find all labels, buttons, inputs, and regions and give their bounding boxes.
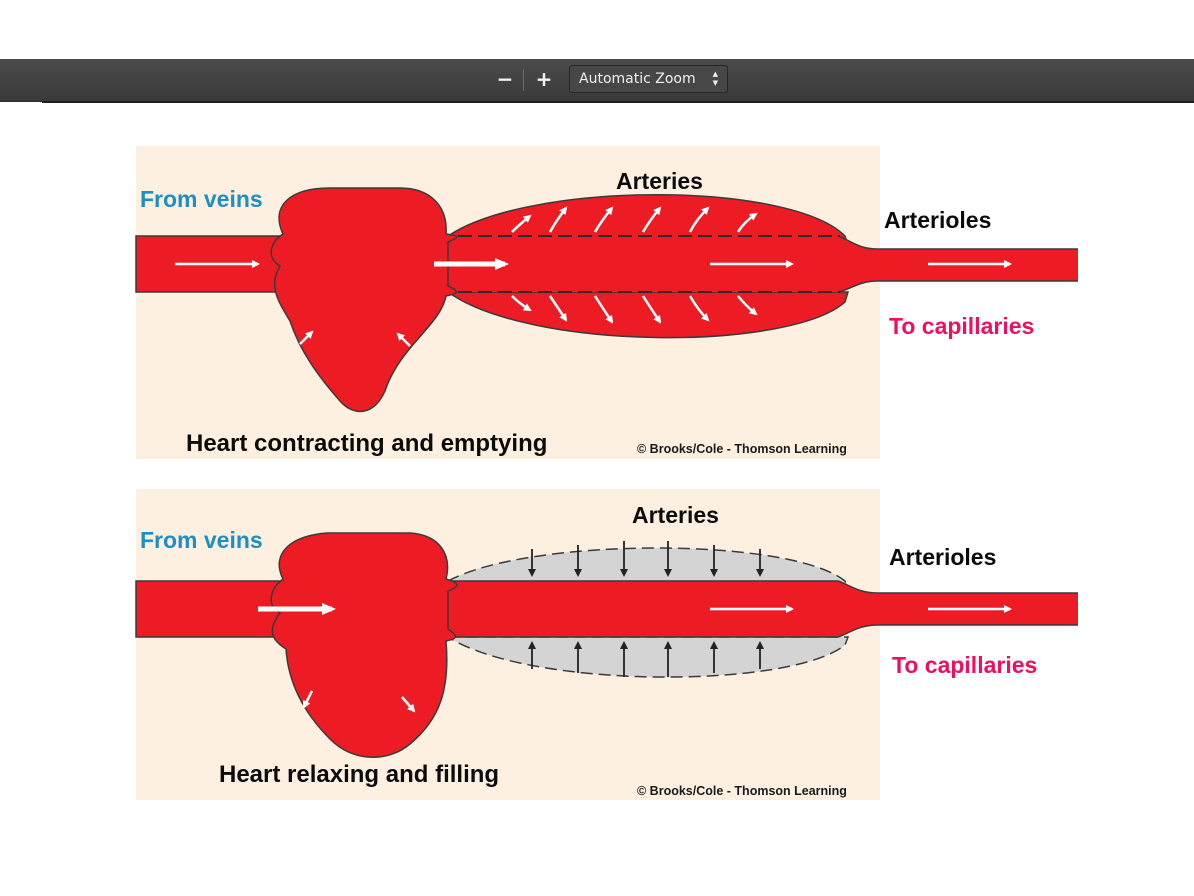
diagram-panel-relaxing xyxy=(0,489,1194,801)
to-capillaries-label: To capillaries xyxy=(892,652,1038,678)
toolbar-separator xyxy=(523,69,524,91)
zoom-select[interactable] xyxy=(569,65,728,93)
zoom-in-button[interactable]: + xyxy=(535,67,553,91)
arteries-label: Arteries xyxy=(632,502,719,528)
arteries-label: Arteries xyxy=(616,168,703,194)
panel-caption: Heart contracting and emptying xyxy=(186,430,548,457)
updown-arrows-icon: ▲ ▼ xyxy=(712,70,718,87)
zoom-out-button[interactable]: − xyxy=(496,67,514,91)
copyright-credit: © Brooks/Cole - Thomson Learning xyxy=(637,784,847,798)
diagram-panel-contracting xyxy=(0,146,1194,460)
pdf-toolbar xyxy=(0,59,1194,102)
arterioles-label: Arterioles xyxy=(884,207,992,233)
arterioles-label: Arterioles xyxy=(889,544,997,570)
from-veins-label: From veins xyxy=(140,186,263,212)
toolbar-underline xyxy=(42,101,1194,103)
zoom-select-value: Automatic Zoom xyxy=(579,71,696,87)
to-capillaries-label: To capillaries xyxy=(889,313,1035,339)
from-veins-label: From veins xyxy=(140,527,263,553)
panel-caption: Heart relaxing and filling xyxy=(219,761,500,788)
copyright-credit: © Brooks/Cole - Thomson Learning xyxy=(637,442,847,456)
